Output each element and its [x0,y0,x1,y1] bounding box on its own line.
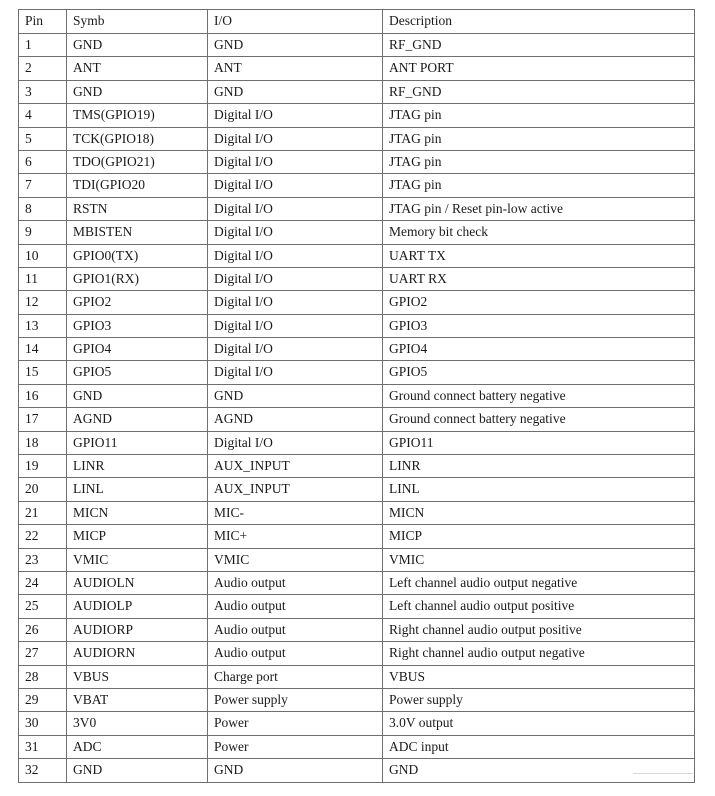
table-body [19,34,695,783]
table-row [19,431,695,454]
cell-symbol: GPIO0(TX) [67,244,208,267]
cell-description: Power supply [383,688,695,711]
header-symbol: Symb [67,10,208,34]
pin-definition-table [18,9,695,783]
cell-symbol: GPIO4 [67,338,208,361]
cell-symbol: GPIO3 [67,314,208,337]
cell-io: Digital I/O [208,244,383,267]
cell-pin: 30 [19,712,67,735]
cell-pin: 20 [19,478,67,501]
header-io: I/O [208,10,383,34]
cell-description: RF_GND [383,80,695,103]
cell-io: AUX_INPUT [208,478,383,501]
cell-symbol: GND [67,384,208,407]
cell-pin: 32 [19,759,67,782]
cell-symbol: GPIO2 [67,291,208,314]
cell-symbol: LINL [67,478,208,501]
cell-symbol: TMS(GPIO19) [67,104,208,127]
table-row [19,244,695,267]
cell-description: RF_GND [383,34,695,57]
cell-symbol: GPIO5 [67,361,208,384]
cell-description: JTAG pin [383,174,695,197]
header-description: Description [383,10,695,34]
cell-description: GPIO11 [383,431,695,454]
cell-io: GND [208,34,383,57]
cell-description: Left channel audio output negative [383,571,695,594]
cell-pin: 7 [19,174,67,197]
cell-description: GPIO5 [383,361,695,384]
table-row [19,221,695,244]
cell-io: MIC- [208,501,383,524]
table-row [19,525,695,548]
cell-pin: 14 [19,338,67,361]
table-row [19,408,695,431]
cell-io: Digital I/O [208,174,383,197]
cell-description: LINL [383,478,695,501]
table-row [19,665,695,688]
cell-description: GPIO2 [383,291,695,314]
header-pin: Pin [19,10,67,34]
pin-definition-table-container [18,9,694,783]
cell-symbol: GPIO1(RX) [67,267,208,290]
page-edge-divider [633,773,693,774]
cell-description: Ground connect battery negative [383,408,695,431]
cell-description: UART RX [383,267,695,290]
cell-io: Digital I/O [208,104,383,127]
table-row [19,361,695,384]
cell-symbol: TCK(GPIO18) [67,127,208,150]
cell-symbol: RSTN [67,197,208,220]
table-row [19,314,695,337]
cell-io: Digital I/O [208,338,383,361]
cell-pin: 21 [19,501,67,524]
cell-pin: 25 [19,595,67,618]
cell-description: Memory bit check [383,221,695,244]
cell-pin: 22 [19,525,67,548]
table-row [19,735,695,758]
cell-pin: 3 [19,80,67,103]
cell-pin: 9 [19,221,67,244]
cell-io: Audio output [208,595,383,618]
cell-description: Left channel audio output positive [383,595,695,618]
cell-pin: 29 [19,688,67,711]
cell-description: 3.0V output [383,712,695,735]
cell-pin: 6 [19,150,67,173]
cell-pin: 26 [19,618,67,641]
table-row [19,127,695,150]
table-row [19,478,695,501]
cell-io: Power supply [208,688,383,711]
cell-description: LINR [383,455,695,478]
cell-pin: 13 [19,314,67,337]
cell-io: MIC+ [208,525,383,548]
cell-description: GND [383,759,695,782]
cell-symbol: AUDIOLP [67,595,208,618]
cell-description: Right channel audio output positive [383,618,695,641]
cell-description: GPIO4 [383,338,695,361]
cell-pin: 8 [19,197,67,220]
cell-pin: 19 [19,455,67,478]
table-row [19,759,695,782]
cell-pin: 12 [19,291,67,314]
table-header-row [19,10,695,34]
cell-io: Digital I/O [208,361,383,384]
cell-pin: 1 [19,34,67,57]
cell-pin: 18 [19,431,67,454]
cell-io: Digital I/O [208,291,383,314]
table-row [19,712,695,735]
cell-io: Audio output [208,642,383,665]
cell-description: MICP [383,525,695,548]
cell-pin: 17 [19,408,67,431]
cell-io: Digital I/O [208,314,383,337]
cell-description: ANT PORT [383,57,695,80]
cell-io: Audio output [208,618,383,641]
cell-pin: 15 [19,361,67,384]
cell-description: JTAG pin [383,150,695,173]
cell-io: GND [208,759,383,782]
cell-symbol: GPIO11 [67,431,208,454]
cell-pin: 5 [19,127,67,150]
cell-description: ADC input [383,735,695,758]
table-row [19,548,695,571]
cell-description: JTAG pin [383,104,695,127]
cell-io: Digital I/O [208,127,383,150]
cell-symbol: VBAT [67,688,208,711]
cell-pin: 28 [19,665,67,688]
cell-pin: 31 [19,735,67,758]
cell-description: Ground connect battery negative [383,384,695,407]
cell-description: GPIO3 [383,314,695,337]
cell-io: Charge port [208,665,383,688]
cell-io: Digital I/O [208,221,383,244]
cell-symbol: GND [67,34,208,57]
table-row [19,80,695,103]
cell-symbol: VMIC [67,548,208,571]
cell-symbol: 3V0 [67,712,208,735]
table-row [19,595,695,618]
cell-symbol: MICP [67,525,208,548]
cell-io: GND [208,80,383,103]
table-row [19,197,695,220]
cell-symbol: AUDIOLN [67,571,208,594]
cell-description: Right channel audio output negative [383,642,695,665]
cell-symbol: MBISTEN [67,221,208,244]
cell-pin: 2 [19,57,67,80]
cell-io: ANT [208,57,383,80]
cell-description: VMIC [383,548,695,571]
cell-symbol: GND [67,80,208,103]
cell-pin: 27 [19,642,67,665]
cell-io: Digital I/O [208,150,383,173]
table-row [19,642,695,665]
table-row [19,104,695,127]
table-row [19,571,695,594]
cell-io: Power [208,712,383,735]
cell-description: VBUS [383,665,695,688]
cell-symbol: AUDIORN [67,642,208,665]
cell-symbol: LINR [67,455,208,478]
cell-io: Digital I/O [208,267,383,290]
cell-description: JTAG pin / Reset pin-low active [383,197,695,220]
cell-symbol: GND [67,759,208,782]
cell-io: AGND [208,408,383,431]
cell-symbol: VBUS [67,665,208,688]
cell-description: MICN [383,501,695,524]
cell-symbol: ADC [67,735,208,758]
cell-description: JTAG pin [383,127,695,150]
table-row [19,174,695,197]
cell-symbol: TDI(GPIO20 [67,174,208,197]
cell-symbol: AGND [67,408,208,431]
cell-io: VMIC [208,548,383,571]
table-row [19,267,695,290]
cell-symbol: MICN [67,501,208,524]
cell-pin: 24 [19,571,67,594]
cell-description: UART TX [383,244,695,267]
table-row [19,688,695,711]
cell-io: AUX_INPUT [208,455,383,478]
cell-symbol: AUDIORP [67,618,208,641]
cell-pin: 16 [19,384,67,407]
table-row [19,34,695,57]
table-row [19,150,695,173]
cell-io: Power [208,735,383,758]
cell-pin: 10 [19,244,67,267]
table-row [19,501,695,524]
cell-symbol: TDO(GPIO21) [67,150,208,173]
cell-io: Audio output [208,571,383,594]
cell-io: GND [208,384,383,407]
cell-pin: 11 [19,267,67,290]
table-row [19,384,695,407]
table-row [19,338,695,361]
table-row [19,57,695,80]
table-row [19,455,695,478]
cell-pin: 4 [19,104,67,127]
table-row [19,618,695,641]
cell-io: Digital I/O [208,431,383,454]
cell-io: Digital I/O [208,197,383,220]
cell-symbol: ANT [67,57,208,80]
table-row [19,291,695,314]
cell-pin: 23 [19,548,67,571]
